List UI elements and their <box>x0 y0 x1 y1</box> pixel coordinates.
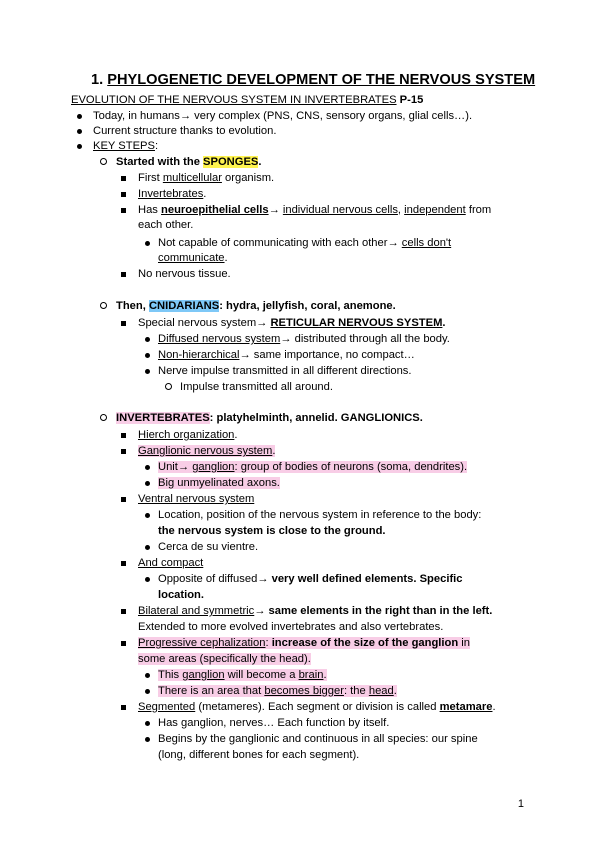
text-span: in <box>458 637 471 649</box>
sponges-subitem <box>158 236 451 250</box>
underlined-term: communicate <box>158 252 225 264</box>
underlined-term: Segmented <box>138 701 196 713</box>
bullet-dot-icon <box>141 476 153 490</box>
invertebrates-subitem <box>158 460 467 474</box>
subtitle-text: EVOLUTION OF THE NERVOUS SYSTEM IN INVERTEBRATES <box>71 94 397 106</box>
text-span: from <box>465 204 492 216</box>
text-span: . <box>234 429 238 441</box>
bullet-square-icon <box>117 203 129 217</box>
underlined-term: Ganglionic nervous system <box>138 445 273 457</box>
sponges-item <box>138 187 206 201</box>
text-span: will become a <box>224 669 299 681</box>
invertebrates-subitem: Has ganglion, nerves… Each function by itself. <box>158 717 390 729</box>
text-span: Not capable of communicating with each other→ <box>158 237 402 249</box>
section-heading <box>71 93 423 107</box>
underlined-term: Invertebrates <box>138 188 204 200</box>
sponges-item-cont: each other. <box>138 219 194 231</box>
sponges-prefix: Started with the <box>116 156 204 168</box>
text-span: . <box>323 669 327 681</box>
invertebrates-item <box>138 444 275 458</box>
bold-term: neuroepithelial cells <box>161 204 269 216</box>
underlined-term: Diffused nervous system <box>158 333 281 345</box>
bold-term: increase of the size of the ganglion <box>271 637 459 649</box>
bullet-square-icon <box>117 636 129 650</box>
bullet-dot-icon <box>141 732 153 746</box>
bullet-dot-icon <box>141 508 153 522</box>
invertebrates-subitem-cont: the nervous system is close to the ground. <box>158 525 386 537</box>
invertebrates-subitem: Cerca de su vientre. <box>158 541 259 553</box>
bullet-dot-icon <box>141 236 153 250</box>
bullet-square-icon <box>117 492 129 506</box>
underlined-term: individual nervous cells <box>282 204 398 216</box>
bold-term: → same elements in the right than in the left. <box>254 605 493 617</box>
bullet-circle-icon <box>162 380 174 394</box>
bold-term: metamare <box>439 701 493 713</box>
text-span: some areas (specifically the head). <box>138 653 311 665</box>
bullet-dot-icon <box>141 348 153 362</box>
text-span: . <box>203 188 207 200</box>
text-span: → same importance, no compact… <box>239 349 415 361</box>
bullet-dot-icon <box>141 332 153 346</box>
underlined-term: independent <box>404 204 466 216</box>
invertebrates-item <box>138 700 496 714</box>
invertebrates-subitem-cont: (long, different bones for each segment). <box>158 749 360 761</box>
bullet-circle-icon <box>97 155 109 169</box>
sponges-item <box>138 203 491 217</box>
text-span: This <box>158 669 183 681</box>
underlined-term: Bilateral and symmetric <box>138 605 255 617</box>
underlined-term: brain <box>298 669 324 681</box>
invertebrates-subitem <box>158 476 280 490</box>
sponges-dot: . <box>258 156 262 168</box>
bullet-dot-icon <box>73 139 85 153</box>
text-span: Unit→ <box>158 461 193 473</box>
text-span: → distributed through all the body. <box>280 333 450 345</box>
text-span: Special nervous system→ <box>138 317 271 329</box>
bullet-square-icon <box>117 187 129 201</box>
invertebrates-subitem: Begins by the ganglionic and continuous in all species: our spine <box>158 733 478 745</box>
text-span: Then, <box>116 300 149 312</box>
cnidarians-subsubitem: Impulse transmitted all around. <box>180 381 333 393</box>
bold-term: very well defined elements. Specific <box>271 573 463 585</box>
underlined-term: head <box>368 685 394 697</box>
cnidarians-subitem <box>158 332 450 346</box>
text-span: Opposite of diffused→ <box>158 573 272 585</box>
page-reference: P-15 <box>399 94 424 106</box>
text-span: There is an area that <box>158 685 265 697</box>
text-span: . <box>272 445 276 457</box>
underlined-term: ganglion <box>192 461 235 473</box>
cnidarians-heading <box>116 299 396 313</box>
invertebrates-subitem-cont: location. <box>158 589 204 601</box>
invertebrates-item-cont <box>138 652 311 666</box>
cnidarians-subitem <box>158 348 415 362</box>
invertebrates-subitem <box>158 684 397 698</box>
bullet-dot-icon <box>73 124 85 138</box>
invertebrates-item <box>138 604 492 618</box>
invertebrates-subitem <box>158 668 327 682</box>
title-text: PHYLOGENETIC DEVELOPMENT OF THE NERVOUS SYSTEM <box>107 72 536 88</box>
bold-term: RETICULAR NERVOUS SYSTEM <box>270 317 443 329</box>
bullet-dot-icon <box>141 684 153 698</box>
invertebrates-subitem: Location, position of the nervous system in reference to the body: <box>158 509 482 521</box>
text-span: : the <box>343 685 369 697</box>
text-span: . <box>393 685 397 697</box>
sponges-subitem-cont <box>158 251 228 265</box>
invertebrates-item <box>138 428 238 442</box>
text-span: : hydra, jellyfish, coral, anemone. <box>219 300 396 312</box>
bullet-square-icon <box>117 700 129 714</box>
text-span: , <box>397 204 405 216</box>
bullet-dot-icon <box>141 572 153 586</box>
invertebrates-heading <box>116 411 423 425</box>
bullet-square-icon <box>117 316 129 330</box>
page-number: 1 <box>517 798 524 810</box>
invertebrates-subitem <box>158 572 463 586</box>
underlined-term: ganglion <box>182 669 225 681</box>
bullet-dot-icon <box>141 668 153 682</box>
key-steps-heading <box>93 139 158 153</box>
text-span: → <box>268 204 283 216</box>
bullet-square-icon <box>117 171 129 185</box>
cnidarians-highlight: CNIDARIANS <box>148 300 220 312</box>
page-title <box>91 73 535 87</box>
bullet-circle-icon <box>97 299 109 313</box>
text-span: : platyhelminth, annelid. GANGLIONICS. <box>209 412 423 424</box>
bullet-square-icon <box>117 428 129 442</box>
text-span: Big unmyelinated axons. <box>158 477 280 489</box>
text-span: Has <box>138 204 162 216</box>
intro-item: Today, in humans→ very complex (PNS, CNS, sensory organs, glial cells…). <box>93 110 473 122</box>
underlined-term: Progressive cephalization <box>138 637 266 649</box>
text-span: : group of bodies of neurons (soma, dendrites). <box>234 461 468 473</box>
bullet-square-icon <box>117 556 129 570</box>
text-span: . <box>492 701 496 713</box>
underlined-term: cells don't <box>401 237 452 249</box>
bullet-square-icon <box>117 444 129 458</box>
text-span: : <box>265 637 272 649</box>
title-number: 1. <box>91 72 104 88</box>
invertebrates-item <box>138 636 470 650</box>
bullet-dot-icon <box>141 460 153 474</box>
invertebrates-item: Ventral nervous system <box>138 493 255 505</box>
invertebrates-highlight: INVERTEBRATES <box>116 412 210 424</box>
cnidarians-subitem: Nerve impulse transmitted in all different directions. <box>158 365 412 377</box>
cnidarians-item <box>138 316 446 330</box>
underlined-term: multicellular <box>162 172 222 184</box>
sponges-heading <box>116 155 261 169</box>
bullet-square-icon <box>117 604 129 618</box>
invertebrates-item: And compact <box>138 557 204 569</box>
intro-item: Current structure thanks to evolution. <box>93 125 277 137</box>
text-span: (metameres). Each segment or division is called <box>195 701 440 713</box>
bullet-dot-icon <box>141 364 153 378</box>
key-steps-label: KEY STEPS <box>93 140 155 152</box>
sponges-item: No nervous tissue. <box>138 268 231 280</box>
underlined-term: Hierch organization <box>138 429 235 441</box>
bullet-circle-icon <box>97 411 109 425</box>
text-span: . <box>442 317 446 329</box>
text-span: organism. <box>221 172 275 184</box>
sponges-item <box>138 171 274 185</box>
bullet-dot-icon <box>141 540 153 554</box>
underlined-term: becomes bigger <box>264 685 344 697</box>
bullet-square-icon <box>117 267 129 281</box>
key-steps-colon: : <box>154 140 159 152</box>
invertebrates-item-cont: Extended to more evolved invertebrates and also vertebrates. <box>138 621 444 633</box>
bullet-dot-icon <box>73 109 85 123</box>
text-span: First <box>138 172 163 184</box>
text-span: . <box>224 252 228 264</box>
sponges-highlight: SPONGES <box>203 156 259 168</box>
bullet-dot-icon <box>141 716 153 730</box>
underlined-term: Non-hierarchical <box>158 349 240 361</box>
